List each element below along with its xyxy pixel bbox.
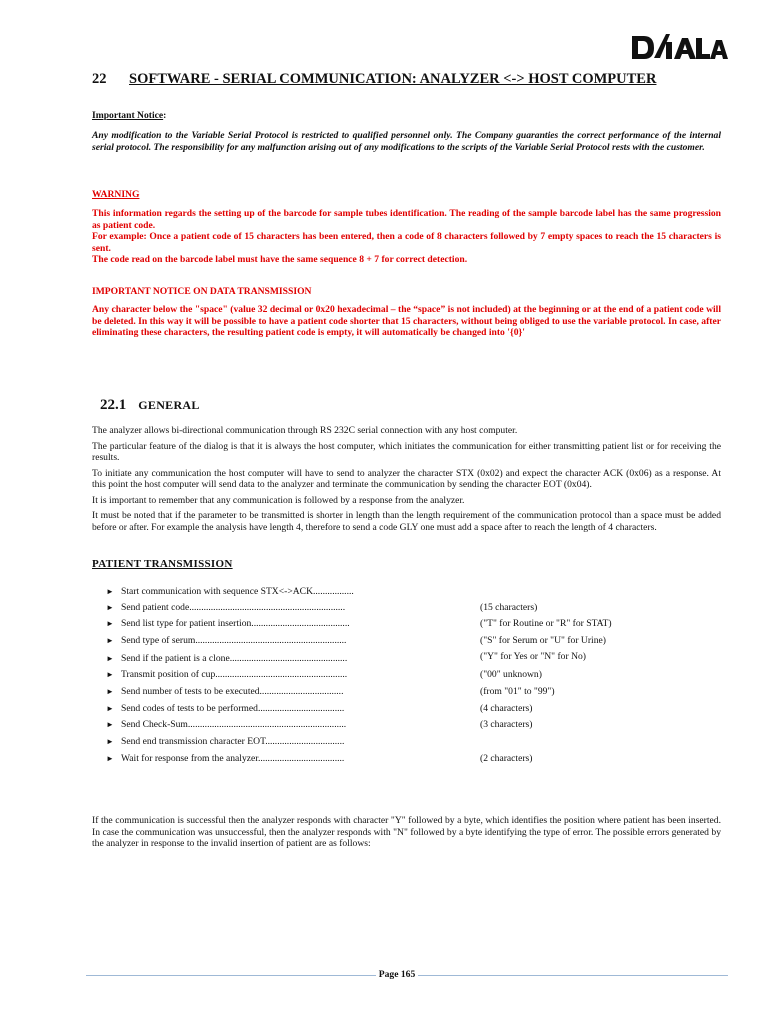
step-label: Send Check-Sum.................................................................. (121, 719, 347, 730)
bullet-arrow-icon: ► (106, 636, 114, 645)
important-notice-colon: : (163, 110, 167, 121)
chapter-number: 22 (92, 71, 107, 87)
transmission-step (106, 703, 706, 715)
bullet-arrow-icon: ► (106, 737, 114, 746)
step-label: Send if the patient is a clone................................................. (121, 653, 348, 664)
section-number: 22.1 (100, 397, 127, 413)
transmission-step (106, 586, 706, 598)
bullet-arrow-icon: ► (106, 619, 114, 628)
bullet-arrow-icon: ► (106, 704, 114, 713)
section-title: GENERAL (138, 398, 200, 412)
transmission-step (106, 669, 706, 681)
bullet-arrow-icon: ► (106, 687, 114, 696)
bullet-arrow-icon: ► (106, 654, 114, 663)
general-paragraph: To initiate any communication the host computer will have to send to analyzer the character STX (0x02) and expect the character ACK (0x06) as a response. At this point the host computer will send data to the analyzer and terminate the communication by sending the character EOT (0x04). (92, 467, 721, 490)
warning-body (92, 208, 721, 266)
bullet-arrow-icon: ► (106, 720, 114, 729)
warning-line: The code read on the barcode label must have the same sequence 8 + 7 for correct detection. (92, 254, 468, 265)
bullet-arrow-icon: ► (106, 754, 114, 763)
warning-line: For example: Once a patient code of 15 characters has been entered, then a code of 8 characters followed by 7 empty spaces to reach the 15 characters is sent. (92, 231, 721, 254)
general-paragraph: It must be noted that if the parameter to be transmitted is shorter in length than the length requirement of the communication protocol than a space must be added before or after. For example the analysis have length 4, therefore to send a code GLY one must add a space after to reach the length of 4 characters. (92, 510, 721, 533)
step-label: Send type of serum............................................................... (121, 635, 347, 646)
transmission-step (106, 602, 706, 614)
patient-transmission-heading: PATIENT TRANSMISSION (92, 558, 233, 570)
important-notice-label-text: Important Notice (92, 110, 164, 121)
step-detail: (15 characters) (480, 602, 538, 613)
step-detail: (3 characters) (480, 719, 533, 730)
step-label: Send number of tests to be executed................................... (121, 686, 344, 697)
footer-rule-left (86, 975, 376, 976)
data-transmission-notice-heading: IMPORTANT NOTICE ON DATA TRANSMISSION (92, 286, 312, 297)
step-detail: (2 characters) (480, 753, 533, 764)
transmission-step (106, 618, 706, 630)
transmission-step (106, 736, 706, 748)
step-detail: ("T" for Routine or "R" for STAT) (480, 618, 612, 629)
step-label: Send list type for patient insertion......................................... (121, 618, 350, 629)
important-notice-label (92, 110, 721, 122)
general-paragraph: The analyzer allows bi-directional communication through RS 232C serial connection with any host computer. (92, 425, 518, 436)
step-label: Wait for response from the analyzer.................................... (121, 753, 345, 764)
company-logo (630, 28, 730, 62)
important-notice-text: Any modification to the Variable Serial Protocol is restricted to qualified personnel only. The Company guaranties the correct performance of the internal serial protocol. The responsibility for any malfunction arising out of any modifications to the scripts of the Variable Serial Protocol rests with the customer. (92, 130, 721, 153)
chapter-title: SOFTWARE - SERIAL COMMUNICATION: ANALYZER <-> HOST COMPUTER (129, 71, 657, 87)
bullet-arrow-icon: ► (106, 670, 114, 679)
step-detail: (from "01" to "99") (480, 686, 555, 697)
footer-rule-right (418, 975, 728, 976)
step-label: Send end transmission character EOT................................. (121, 736, 345, 747)
general-paragraph: The particular feature of the dialog is that it is always the host computer, which initiates the communication for either transmitting patient list or for receiving the results. (92, 440, 721, 463)
general-section-body (92, 425, 721, 537)
step-label: Transmit position of cup....................................................... (121, 669, 348, 680)
transmission-step (106, 719, 706, 731)
step-detail: ("00" unknown) (480, 669, 542, 680)
step-detail: (4 characters) (480, 703, 533, 714)
step-detail: ("Y" for Yes or "N" for No) (480, 651, 586, 662)
transmission-step (106, 686, 706, 698)
bullet-arrow-icon: ► (106, 603, 114, 612)
transmission-step (106, 653, 706, 665)
step-detail: ("S" for Serum or "U" for Urine) (480, 635, 606, 646)
bullet-arrow-icon: ► (106, 587, 114, 596)
page-number: Page 165 (378, 969, 416, 980)
general-paragraph: It is important to remember that any communication is followed by a response from the analyzer. (92, 494, 465, 506)
warning-heading: WARNING (92, 189, 140, 200)
chapter-heading (92, 70, 692, 88)
transmission-step (106, 753, 706, 765)
step-label: Send codes of tests to be performed.................................... (121, 703, 345, 714)
closing-paragraph: If the communication is successful then the analyzer responds with character "Y" followed by a byte, which identifies the position where patient has been inserted. In case the communication was unsuccessful, then the analyzer responds with "N" followed by a byte identifying the type of error. The possible errors generated by the analyzer in response to the invalid insertion of patient are as follows: (92, 815, 721, 849)
step-label: Send patient code................................................................. (121, 602, 346, 613)
step-label: Start communication with sequence STX<->ACK................. (121, 586, 354, 597)
transmission-step (106, 635, 706, 647)
section-heading (100, 396, 200, 414)
warning-line: This information regards the setting up of the barcode for sample tubes identification. The reading of the sample barcode label has the same progression as patient code. (92, 208, 721, 231)
dialab-logo-icon (630, 28, 730, 62)
data-transmission-notice-text: Any character below the "space" (value 32 decimal or 0x20 hexadecimal – the “space” is not included) at the beginning or at the end of a patient code will be deleted. In this way it will be possible to have a patient code shorter that 15 characters, without being obliged to use the variable protocol. In case, after eliminating these characters, the resulting patient code is empty, it will automatically be changed into '{0}' (92, 304, 721, 338)
